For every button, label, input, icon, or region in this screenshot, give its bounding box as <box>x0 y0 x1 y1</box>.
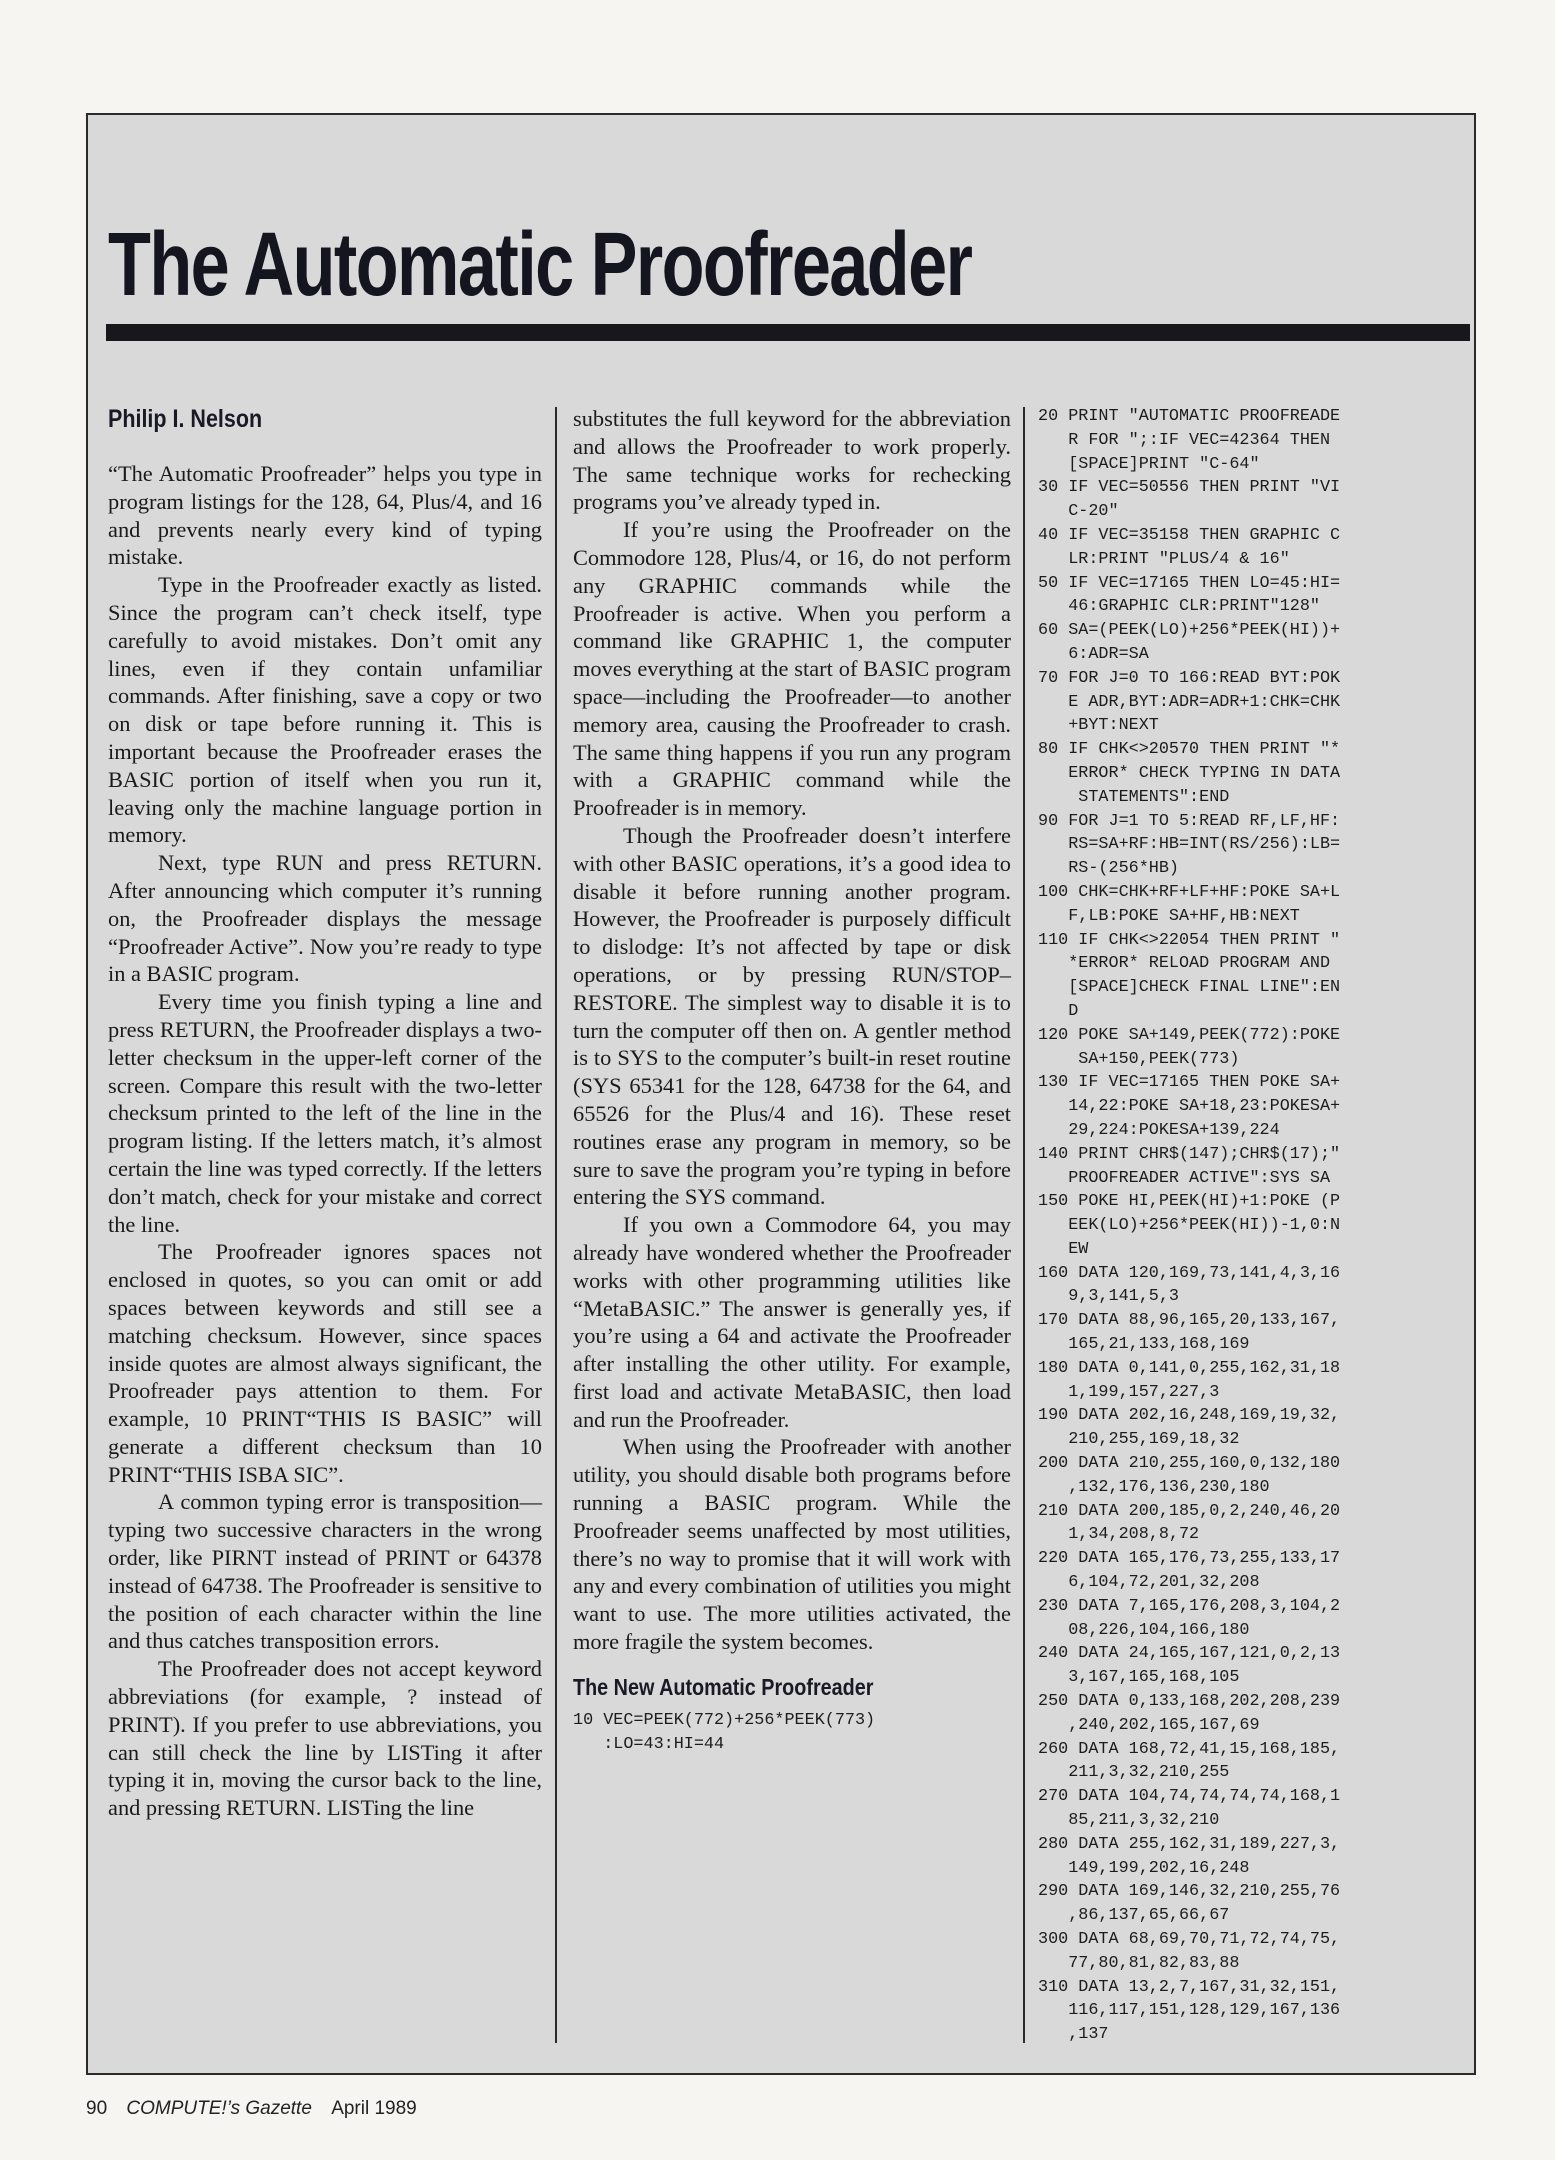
issue-date: April 1989 <box>331 2098 417 2119</box>
article-panel <box>86 113 1476 2075</box>
paragraph: A common typing error is transposition—typing two successive characters in the wrong order, like PIRNT instead of PRINT or 64378 instead of 64738. The Proofreader is sensitive to the position of each character within the line and thus catches transposition errors. <box>108 1489 542 1654</box>
title-rule <box>106 324 1470 341</box>
page-footer <box>86 2098 417 2120</box>
column-divider <box>555 407 557 2043</box>
paragraph: Next, type RUN and press RETURN. After announcing which computer it’s running on, the Proofreader displays the message “Proofreader Active”. Now you’re ready to type in a BASIC program. <box>108 850 542 987</box>
paragraph: When using the Proofreader with another utility, you should disable both programs before running a BASIC program. While the Proofreader seems unaffected by most utilities, there’s no way to promise that it will work with any and every combination of utilities you might want to use. The more utilities activated, the more fragile the system becomes. <box>573 1434 1011 1655</box>
program-listing: 20 PRINT "AUTOMATIC PROOFREADE R FOR ";:IF VEC=42364 THEN [SPACE]PRINT "C-64" 30 IF VEC=50556 THEN PRINT "VI C-20" 40 IF VEC=35158 THEN GRAPHIC C LR:PRINT "PLUS/4 & 16" 50 IF VEC=17165 THEN LO=45:HI= 46:GRAPHIC CLR:PRINT"128" 60 SA=(PEEK(LO)+256*PEEK(HI))+ 6:ADR=SA 70 FOR J=0 TO 166:READ BYT:POK E ADR,BYT:ADR=ADR+1:CHK=CHK +BYT:NEXT 80 IF CHK<>20570 THEN PRINT "* ERROR* CHECK TYPING IN DATA STATEMENTS":END 90 FOR J=1 TO 5:READ RF,LF,HF: RS=SA+RF:HB=INT(RS/256):LB= RS-(256*HB) 100 CHK=CHK+RF+LF+HF:POKE SA+L F,LB:POKE SA+HF,HB:NEXT 110 IF CHK<>22054 THEN PRINT " *ERROR* RELOAD PROGRAM AND [SPACE]CHECK FINAL LINE":EN D 120 POKE SA+149,PEEK(772):POKE SA+150,PEEK(773) 130 IF VEC=17165 THEN POKE SA+ 14,22:POKE SA+18,23:POKESA+ 29,224:POKESA+139,224 140 PRINT CHR$(147);CHR$(17);" PROOFREADER ACTIVE":SYS SA 150 POKE HI,PEEK(HI)+1:POKE (P EEK(LO)+256*PEEK(HI))-1,0:N EW 160 DATA 120,169,73,141,4,3,16 9,3,141,5,3 170 DATA 88,96,165,20,133,167, 165,21,133,168,169 180 DATA 0,141,0,255,162,31,18 1,199,157,227,3 190 DATA 202,16,248,169,19,32, 210,255,169,18,32 200 DATA 210,255,160,0,132,180 ,132,176,136,230,180 210 DATA 200,185,0,2,240,46,20 1,34,208,8,72 220 DATA 165,176,73,255,133,17 6,104,72,201,32,208 230 DATA 7,165,176,208,3,104,2 08,226,104,166,180 240 DATA 24,165,167,121,0,2,13 3,167,165,168,105 250 DATA 0,133,168,202,208,239 ,240,202,165,167,69 260 DATA 168,72,41,15,168,185, 211,3,32,210,255 270 DATA 104,74,74,74,74,168,1 85,211,3,32,210 280 DATA 255,162,31,189,227,3, 149,199,202,16,248 290 DATA 169,146,32,210,255,76 ,86,137,65,66,67 300 DATA 68,69,70,71,72,74,75, 77,80,81,82,83,88 310 DATA 13,2,7,167,31,32,151, 116,117,151,128,129,167,136 ,137 <box>1038 407 1341 2045</box>
paragraph: substitutes the full keyword for the abbreviation and allows the Proofreader to work properly. The same technique works for rechecking programs you’ve already typed in. <box>573 406 1011 515</box>
page-number: 90 <box>86 2098 108 2119</box>
paragraph: Though the Proofreader doesn’t interfere with other BASIC operations, it’s a good idea to disable it before running another program. However, the Proofreader is purposely difficult to dislodge: It’s not affected by tape or disk operations, or by pressing RUN/STOP–RESTORE. The simplest way to disable it is to turn the computer off then on. A gentler method is to SYS to the computer’s built-in reset routine (SYS 65341 for the 128, 64738 for the 64, and 65526 for the Plus/4 and 16). These reset routines erase any program in memory, so be sure to save the program you’re typing in before entering the SYS command. <box>573 822 1011 1210</box>
listing-subhead: The New Automatic Proofreader <box>573 1673 874 1700</box>
paragraph: Type in the Proofreader exactly as listed. Since the program can’t check itself, type carefully to avoid mistakes. Don’t omit any lines, even if they contain unfamiliar commands. After finishing, save a copy or two on disk or tape before running it. This is important because the Proofreader erases the BASIC portion of itself when you run it, leaving only the machine language portion in memory. <box>108 572 542 848</box>
column-1 <box>108 405 542 2045</box>
column-3 <box>1038 405 1468 2045</box>
paragraph: The Proofreader ignores spaces not enclosed in quotes, so you can omit or add spaces between keywords and still see a matching checksum. However, since spaces inside quotes are almost always significant, the Proofreader pays attention to them. For example, 10 PRINT“THIS IS BASIC” will generate a different checksum than 10 PRINT“THIS ISBA SIC”. <box>108 1239 542 1487</box>
paragraph: The Proofreader does not accept keyword abbreviations (for example, ? instead of PRINT). If you prefer to use abbreviations, you can still check the line by LISTing it after typing it in, moving the cursor back to the line, and pressing RETURN. LISTing the line <box>108 1656 542 1821</box>
column-2 <box>573 405 1011 2045</box>
paragraph: Every time you finish typing a line and press RETURN, the Proofreader displays a two-letter checksum in the upper-left corner of the screen. Compare this result with the two-letter checksum printed to the left of the line in the program listing. If the letters match, it’s almost certain the line was typed correctly. If the letters don’t match, check for your mistake and correct the line. <box>108 989 542 1237</box>
paragraph: If you own a Commodore 64, you may already have wondered whether the Proofreader works with other programming utilities like “MetaBASIC.” The answer is generally yes, if you’re using a 64 and activate the Proofreader after installing the other utility. For example, first load and activate MetaBASIC, then load and run the Proofreader. <box>573 1212 1011 1432</box>
article-title: The Automatic Proofreader <box>108 215 972 315</box>
program-listing-start: 10 VEC=PEEK(772)+256*PEEK(773) :LO=43:HI=44 <box>573 1710 876 1754</box>
column-divider <box>1023 407 1025 2043</box>
magazine-name: COMPUTE!’s Gazette <box>126 2098 312 2119</box>
paragraph: “The Automatic Proofreader” helps you type in program listings for the 128, 64, Plus/4, and 16 and prevents nearly every kind of typing mistake. <box>108 461 542 570</box>
byline: Philip I. Nelson <box>108 405 263 433</box>
paragraph: If you’re using the Proofreader on the Commodore 128, Plus/4, or 16, do not perform any GRAPHIC commands while the Proofreader is active. When you perform a command like GRAPHIC 1, the computer moves everything at the start of BASIC program space—including the Proofreader—to another memory area, causing the Proofreader to crash. The same thing happens if you run any program with a GRAPHIC command while the Proofreader is in memory. <box>573 517 1011 821</box>
